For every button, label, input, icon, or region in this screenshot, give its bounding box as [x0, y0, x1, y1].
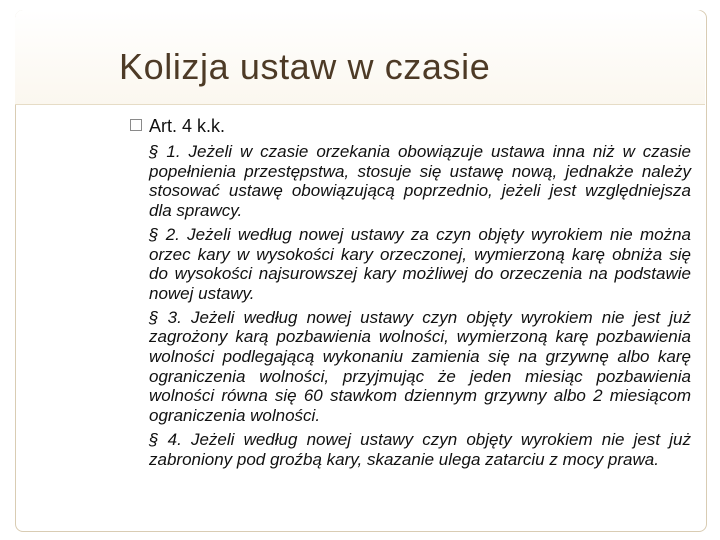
article-heading: Art. 4 k.k.	[149, 116, 226, 136]
paragraph-2: § 2. Jeżeli według nowej ustawy za czyn objęty wyrokiem nie można orzec kary w wysokości kary orzeczonej, wymierzoną karę obniża się do wysokości najsurowszej kary możliwej do orzeczenia na podstawie nowej ustawy.	[149, 224, 691, 303]
paragraph-4: § 4. Jeżeli według nowej ustawy czyn objęty wyrokiem nie jest już zabroniony pod groźbą kary, skazanie ulega zatarciu z mocy prawa.	[149, 429, 691, 469]
article-body	[149, 142, 691, 473]
title-divider	[15, 104, 705, 105]
slide-title: Kolizja ustaw w czasie	[119, 46, 491, 87]
paragraph-3: § 3. Jeżeli według nowej ustawy czyn objęty wyrokiem nie jest już zagrożony karą pozbawienia wolności, wymierzoną karę pozbawienia wolności podlegającą wykonaniu zamienia się na grzywnę albo karę ograniczenia wolności, przyjmując że jeden miesiąc pozbawienia wolności równa się 60 stawkom dziennym grzywny albo 2 miesiącom ograniczenia wolności.	[149, 307, 691, 426]
paragraph-1: § 1. Jeżeli w czasie orzekania obowiązuje ustawa inna niż w czasie popełnienia przestępstwa, stosuje się ustawę nową, jednakże należy stosować ustawę obowiązującą poprzednio, jeżeli jest względniejsza dla sprawcy.	[149, 142, 691, 221]
square-bullet-icon	[130, 119, 142, 131]
